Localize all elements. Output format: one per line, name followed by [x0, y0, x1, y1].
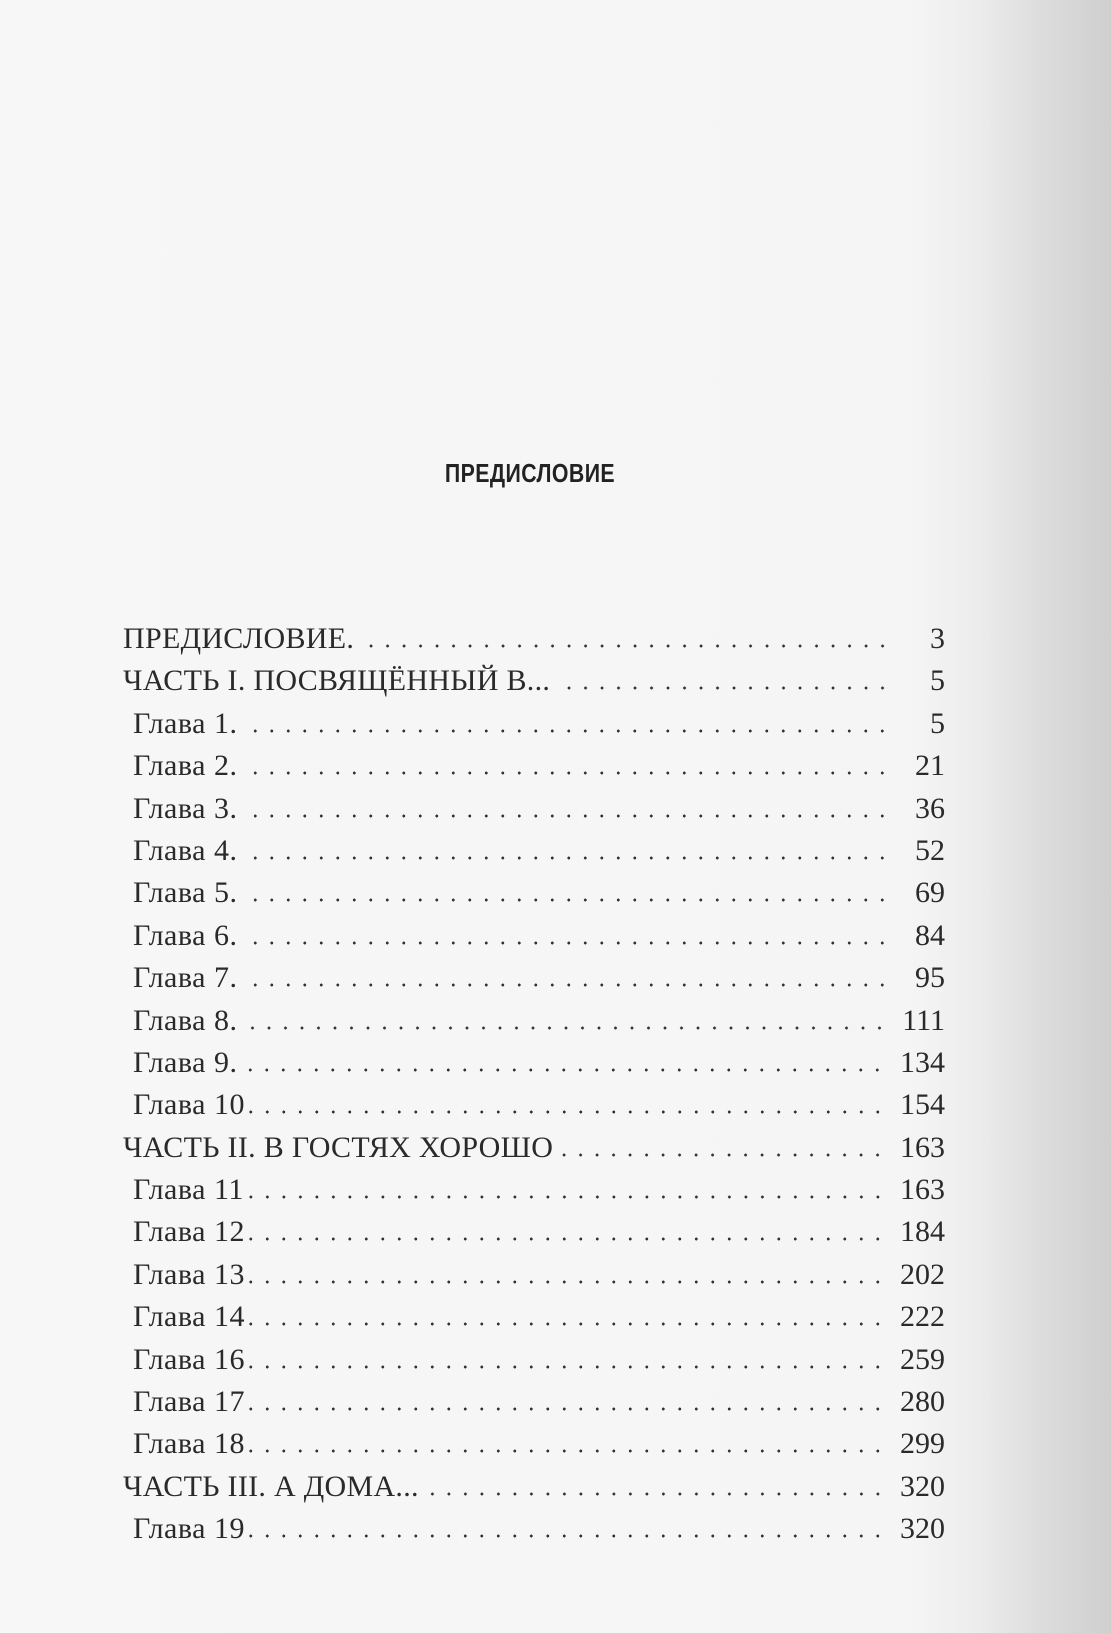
dot-leader: [241, 983, 891, 987]
dot-leader: [248, 1195, 886, 1199]
toc-entry-chapter: [123, 915, 945, 957]
dot-leader: [241, 814, 891, 818]
toc-entry-chapter: [123, 1381, 945, 1423]
dot-leader: [249, 1237, 886, 1241]
toc-entry-label: Глава 18: [133, 1427, 245, 1461]
toc-entry-label: ЧАСТЬ II. В ГОСТЯХ ХОРОШО: [123, 1130, 554, 1164]
toc-entry-chapter: [123, 1296, 945, 1338]
dot-leader: [249, 1365, 886, 1369]
toc-entry-page: 259: [900, 1342, 945, 1376]
toc-entry-chapter: [123, 1339, 945, 1381]
toc-entry-page: 21: [915, 749, 945, 783]
toc-entry-chapter: [123, 703, 945, 745]
dot-leader: [241, 771, 891, 775]
toc-entry-chapter: [123, 1423, 945, 1465]
toc-entry-page: 36: [915, 791, 945, 825]
toc-entry-page: 184: [900, 1215, 945, 1249]
toc-entry-label: Глава 19: [133, 1512, 245, 1546]
toc-entry-chapter: [123, 788, 945, 830]
toc-entry-chapter: [123, 745, 945, 787]
toc-entry-label: Глава 17: [133, 1385, 245, 1419]
toc-entry-part: [123, 1127, 945, 1169]
toc-entry-label: ПРЕДИСЛОВИЕ.: [123, 622, 355, 655]
toc-entry-chapter: [123, 1042, 945, 1084]
toc-entry-page: 299: [900, 1427, 945, 1461]
dot-leader: [423, 1492, 886, 1496]
dot-leader: [249, 1322, 886, 1326]
dot-leader: [241, 1026, 888, 1030]
dot-leader: [249, 1110, 886, 1114]
toc-entry-page: 280: [900, 1385, 945, 1419]
toc-entry-part: [123, 1466, 945, 1508]
toc-entry-label: Глава 2.: [133, 749, 238, 783]
toc-entry-page: 163: [900, 1173, 945, 1207]
toc-entry-page: 5: [930, 706, 945, 740]
toc-entry-label: Глава 3.: [133, 791, 238, 825]
toc-entry-page: 111: [902, 1003, 945, 1037]
toc-entry-label: Глава 4.: [133, 833, 238, 867]
dot-leader: [358, 644, 891, 648]
toc-entry-page: 3: [930, 622, 945, 655]
toc-entry-label: Глава 13: [133, 1257, 245, 1291]
toc-entry-label: Глава 12: [133, 1215, 245, 1249]
toc-entry-chapter: [123, 872, 945, 914]
toc-entry-chapter: [123, 1211, 945, 1253]
toc-entry-label: ЧАСТЬ I. ПОСВЯЩЁННЫЙ В...: [123, 664, 551, 698]
dot-leader: [241, 898, 891, 902]
dot-leader: [241, 941, 891, 945]
toc-entry-label: Глава 7.: [133, 961, 238, 995]
toc-entry-page: 5: [930, 664, 945, 698]
dot-leader: [241, 856, 891, 860]
toc-entry-page: 154: [900, 1088, 945, 1122]
dot-leader: [249, 1280, 886, 1284]
toc-entry-page: 134: [900, 1045, 945, 1079]
toc-entry-page: 320: [900, 1512, 945, 1546]
toc-entry-chapter: [123, 1508, 945, 1550]
toc-entry-part: [123, 660, 945, 702]
toc-entry-label: Глава 10: [133, 1088, 245, 1122]
toc-entry-chapter: [123, 830, 945, 872]
table-of-contents: [123, 618, 945, 1551]
toc-entry-label: Глава 6.: [133, 918, 238, 952]
toc-entry-page: 69: [915, 876, 945, 910]
toc-entry-page: 202: [900, 1257, 945, 1291]
toc-entry-page: 52: [915, 833, 945, 867]
toc-entry-part: [123, 618, 945, 660]
toc-entry-label: Глава 11: [133, 1173, 244, 1207]
page-title: ПРЕДИСЛОВИЕ: [444, 458, 616, 488]
toc-entry-label: Глава 16: [133, 1342, 245, 1376]
toc-entry-page: 320: [900, 1469, 945, 1503]
dot-leader: [554, 686, 891, 690]
toc-entry-chapter: [123, 1000, 945, 1042]
toc-entry-label: Глава 8.: [133, 1003, 238, 1037]
dot-leader: [241, 1068, 886, 1072]
toc-entry-page: 163: [900, 1130, 945, 1164]
toc-entry-label: Глава 9.: [133, 1045, 238, 1079]
toc-entry-chapter: [123, 1254, 945, 1296]
dot-leader: [249, 1534, 886, 1538]
toc-entry-chapter: [123, 957, 945, 999]
dot-leader: [249, 1407, 886, 1411]
toc-entry-label: ЧАСТЬ III. А ДОМА...: [123, 1469, 419, 1503]
toc-entry-page: 84: [915, 918, 945, 952]
dot-leader: [249, 1449, 886, 1453]
toc-entry-label: Глава 1.: [133, 706, 238, 740]
toc-entry-page: 95: [915, 961, 945, 995]
dot-leader: [557, 1153, 886, 1157]
toc-entry-page: 222: [900, 1300, 945, 1334]
toc-entry-label: Глава 5.: [133, 876, 238, 910]
toc-entry-label: Глава 14: [133, 1300, 245, 1334]
toc-entry-chapter: [123, 1084, 945, 1126]
toc-entry-chapter: [123, 1169, 945, 1211]
dot-leader: [241, 729, 891, 733]
